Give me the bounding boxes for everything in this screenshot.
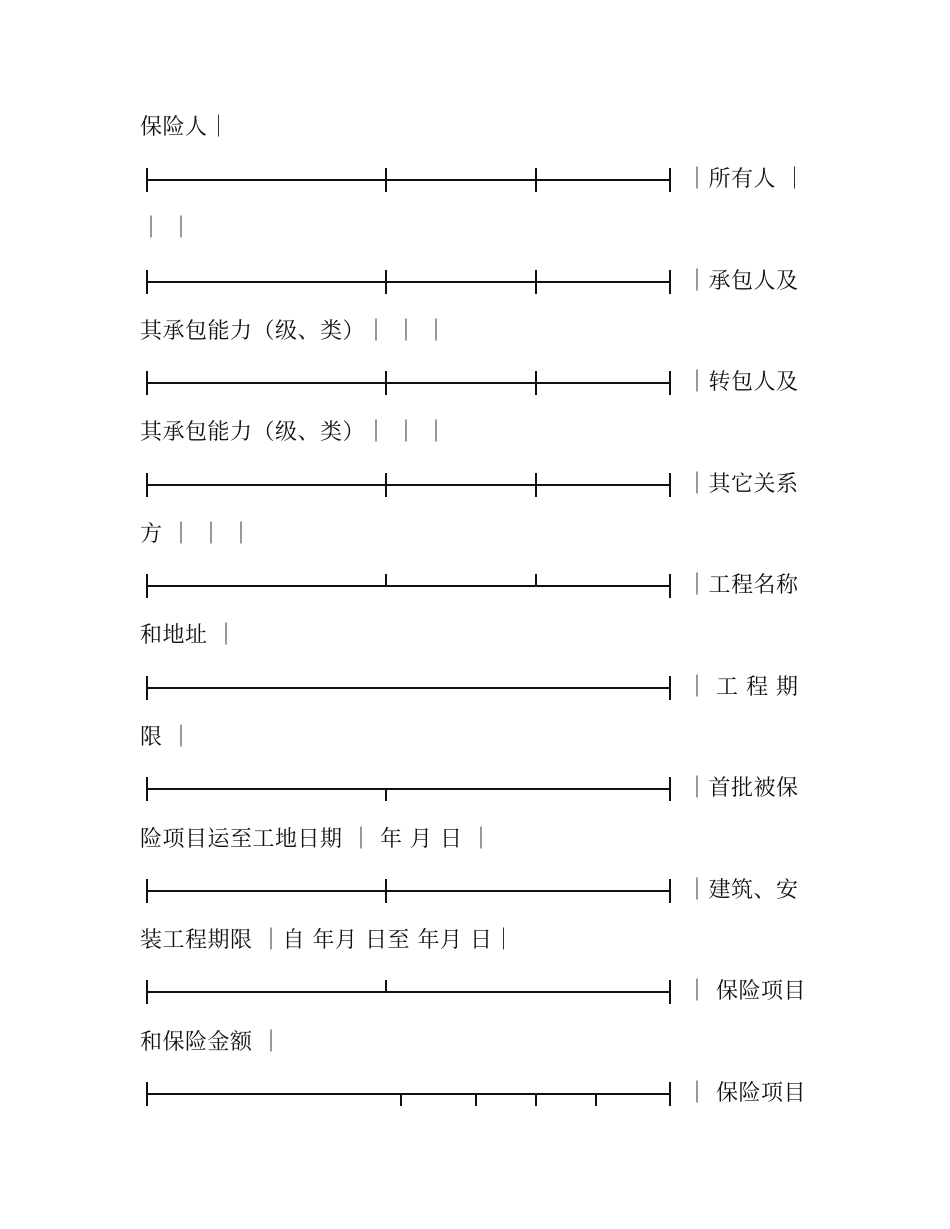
table-rule-project-name: [146, 574, 806, 598]
rule-line: [146, 777, 676, 801]
rule-line: [146, 574, 676, 598]
contractor-capacity-line: 其承包能力（级、类）｜ ｜ ｜: [140, 319, 448, 344]
table-rule-project-period: [146, 676, 806, 700]
subcontractor-capacity-line: 其承包能力（级、类）｜ ｜ ｜: [140, 420, 448, 445]
rule-line: [146, 371, 676, 395]
rule-label: ｜ 保险项目: [686, 979, 806, 1004]
table-rule-construction: [146, 879, 806, 903]
separator-line: ｜ ｜: [140, 216, 193, 241]
arrival-date-line: 险项目运至工地日期 ｜ 年 月 日 ｜: [140, 827, 493, 852]
rule-line: [146, 168, 676, 192]
rule-label: ｜其它关系: [686, 472, 799, 497]
period-line: 限 ｜: [140, 725, 193, 750]
insurer-line: 保险人｜: [140, 115, 231, 140]
rule-line: [146, 1082, 676, 1106]
table-rule-owner: [146, 168, 806, 192]
table-rule-insured-items: [146, 980, 806, 1004]
address-line: 和地址 ｜: [140, 623, 238, 648]
table-rule-insured-items-2: [146, 1082, 806, 1106]
table-rule-first-batch: [146, 777, 806, 801]
rule-label: ｜ 保险项目: [686, 1081, 806, 1106]
rule-label: ｜工程名称: [686, 573, 799, 598]
rule-label: ｜建筑、安: [686, 878, 799, 903]
table-rule-contractor: [146, 270, 806, 294]
table-rule-other-party: [146, 473, 806, 497]
rule-label: ｜首批被保: [686, 776, 799, 801]
rule-line: [146, 270, 676, 294]
rule-label: ｜转包人及: [686, 370, 799, 395]
rule-line: [146, 879, 676, 903]
rule-label: ｜所有人 ｜: [686, 167, 806, 192]
insured-amount-line: 和保险金额 ｜: [140, 1030, 283, 1055]
rule-line: [146, 676, 676, 700]
rule-label: ｜ 工 程 期: [686, 675, 799, 700]
other-party-line: 方 ｜ ｜ ｜: [140, 522, 253, 547]
construction-period-line: 装工程期限 ｜自 年月 日至 年月 日｜: [140, 928, 515, 953]
rule-line: [146, 980, 676, 1004]
rule-label: ｜承包人及: [686, 269, 799, 294]
rule-line: [146, 473, 676, 497]
table-rule-subcontractor: [146, 371, 806, 395]
